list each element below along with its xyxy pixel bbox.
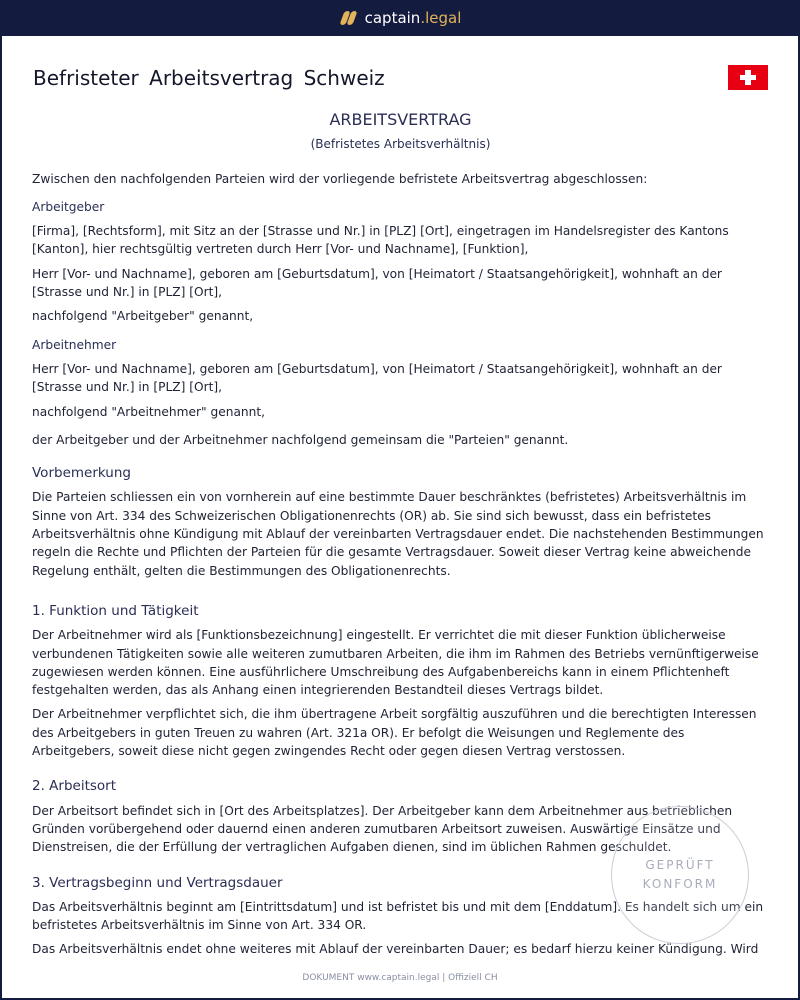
page-footer: DOKUMENT www.captain.legal | Offiziell CH <box>302 973 498 983</box>
document-page <box>2 36 798 998</box>
preamble-text: Die Parteien schliessen ein von vornherein auf eine bestimmte Dauer beschränktes (befristetes) Arbeitsverhältnis im Sinne von Art. 334 des Schweizerischen Obligationenrechts (OR) ab. Sie sind sich bewusst, dass ein befristetes Arbeitsverhältnis ohne Kündigung mit Ablauf der vereinbarten Vertragsdauer endet. Die nachstehenden Bestimmungen regeln die Rechte und Pflichten der Parteien für die gesamte Vertragsdauer. Soweit dieser Vertrag keine abweichende Regelung enthält, gelten die Bestimmungen des Obligationenrechts. <box>32 490 764 578</box>
preamble-heading: Vorbemerkung <box>32 465 131 482</box>
double-slash-logo-icon <box>339 10 357 26</box>
swiss-flag-icon <box>728 65 768 90</box>
employee-details: Herr [Vor- und Nachname], geboren am [Geburtsdatum], von [Heimatort / Staatsangehörigkeit], wohnhaft an der [Strasse und Nr.] in [PLZ] [Ort], <box>32 361 722 395</box>
contract-heading: ARBEITSVERTRAG <box>329 110 472 129</box>
section-heading: 3. Vertragsbeginn und Vertragsdauer <box>32 874 283 891</box>
stamp-line-1: GEPRÜFT <box>645 858 715 872</box>
section-paragraph: Das Arbeitsverhältnis beginnt am [Eintrittsdatum] und ist befristet bis und mit dem [Enddatum]. Es handelt sich um ein befristetes Arbeitsverhältnis im Sinne von Art. 334 OR. <box>32 899 764 933</box>
contract-subheading: (Befristetes Arbeitsverhältnis) <box>310 137 491 152</box>
employer-company: [Firma], [Rechtsform], mit Sitz an der [Strasse und Nr.] in [PLZ] [Ort], eingetragen im Handelsregister des Kantons [Kanton], hier rechtsgültig vertreten durch Herr [Vor- und Nachname], [Funktion], <box>32 224 729 257</box>
employee-label: Arbeitnehmer <box>32 337 117 352</box>
brand-logo[interactable] <box>339 9 462 27</box>
employer-representative: Herr [Vor- und Nachname], geboren am [Geburtsdatum], von [Heimatort / Staatsangehörigkeit], wohnhaft an der [Strasse und Nr.] in [PLZ] [Ort], <box>32 266 722 300</box>
employee-designation: nachfolgend "Arbeitnehmer" genannt, <box>32 404 266 419</box>
parties-text: der Arbeitgeber und der Arbeitnehmer nachfolgend gemeinsam die "Parteien" genannt. <box>32 432 569 447</box>
brand-name: captain <box>364 9 421 27</box>
stamp-line-2: KONFORM <box>642 877 718 891</box>
document-title: Befristeter Arbeitsvertrag Schweiz <box>33 66 385 90</box>
brand-tld: .legal <box>420 9 462 27</box>
section-paragraph: Der Arbeitnehmer wird als [Funktionsbezeichnung] eingestellt. Er verrichtet die mit dieser Funktion üblicherweise verbundenen Tätigkeiten sowie alle weiteren zumutbaren Arbeiten, die ihm im Rahmen des Betriebs vernünftigerweise zugewiesen werden können. Eine ausführlichere Umschreibung des Aufgabenbereichs kann in einem Pflichtenheft festgehalten werden, das als Anhang einen integrierenden Bestandteil dieses Vertrags bildet. <box>32 628 759 698</box>
approval-stamp <box>611 806 749 944</box>
top-bar <box>0 0 800 36</box>
employer-label: Arbeitgeber <box>32 199 105 214</box>
section-paragraph: Das Arbeitsverhältnis endet ohne weiteres mit Ablauf der vereinbarten Dauer; es bedarf hierzu keiner Kündigung. Wird <box>32 942 759 957</box>
section-heading: 2. Arbeitsort <box>32 778 117 795</box>
section-heading: 1. Funktion und Tätigkeit <box>32 602 199 619</box>
section-paragraph: Der Arbeitnehmer verpflichtet sich, die ihm übertragene Arbeit sorgfältig auszuführen und die berechtigten Interessen des Arbeitgebers in guten Treuen zu wahren (Art. 321a OR). Er befolgt die Weisungen und Reglemente des Arbeitgebers, soweit diese nicht gegen zwingendes Recht oder gegen diesen Vertrag verstossen. <box>32 707 757 759</box>
section-paragraph: Der Arbeitsort befindet sich in [Ort des Arbeitsplatzes]. Der Arbeitgeber kann dem Arbeitnehmer aus betrieblichen Gründen vorübergehend oder dauernd einen anderen zumutbaren Arbeitsort zuweisen. Auswärtige Einsätze und Dienstreisen, die der Erfüllung der vertraglichen Aufgaben dienen, sind im üblichen Rahmen geschuldet. <box>32 803 733 855</box>
intro-text: Zwischen den nachfolgenden Parteien wird der vorliegende befristete Arbeitsvertrag abgeschlossen: <box>32 171 648 186</box>
employer-designation: nachfolgend "Arbeitgeber" genannt, <box>32 309 254 324</box>
